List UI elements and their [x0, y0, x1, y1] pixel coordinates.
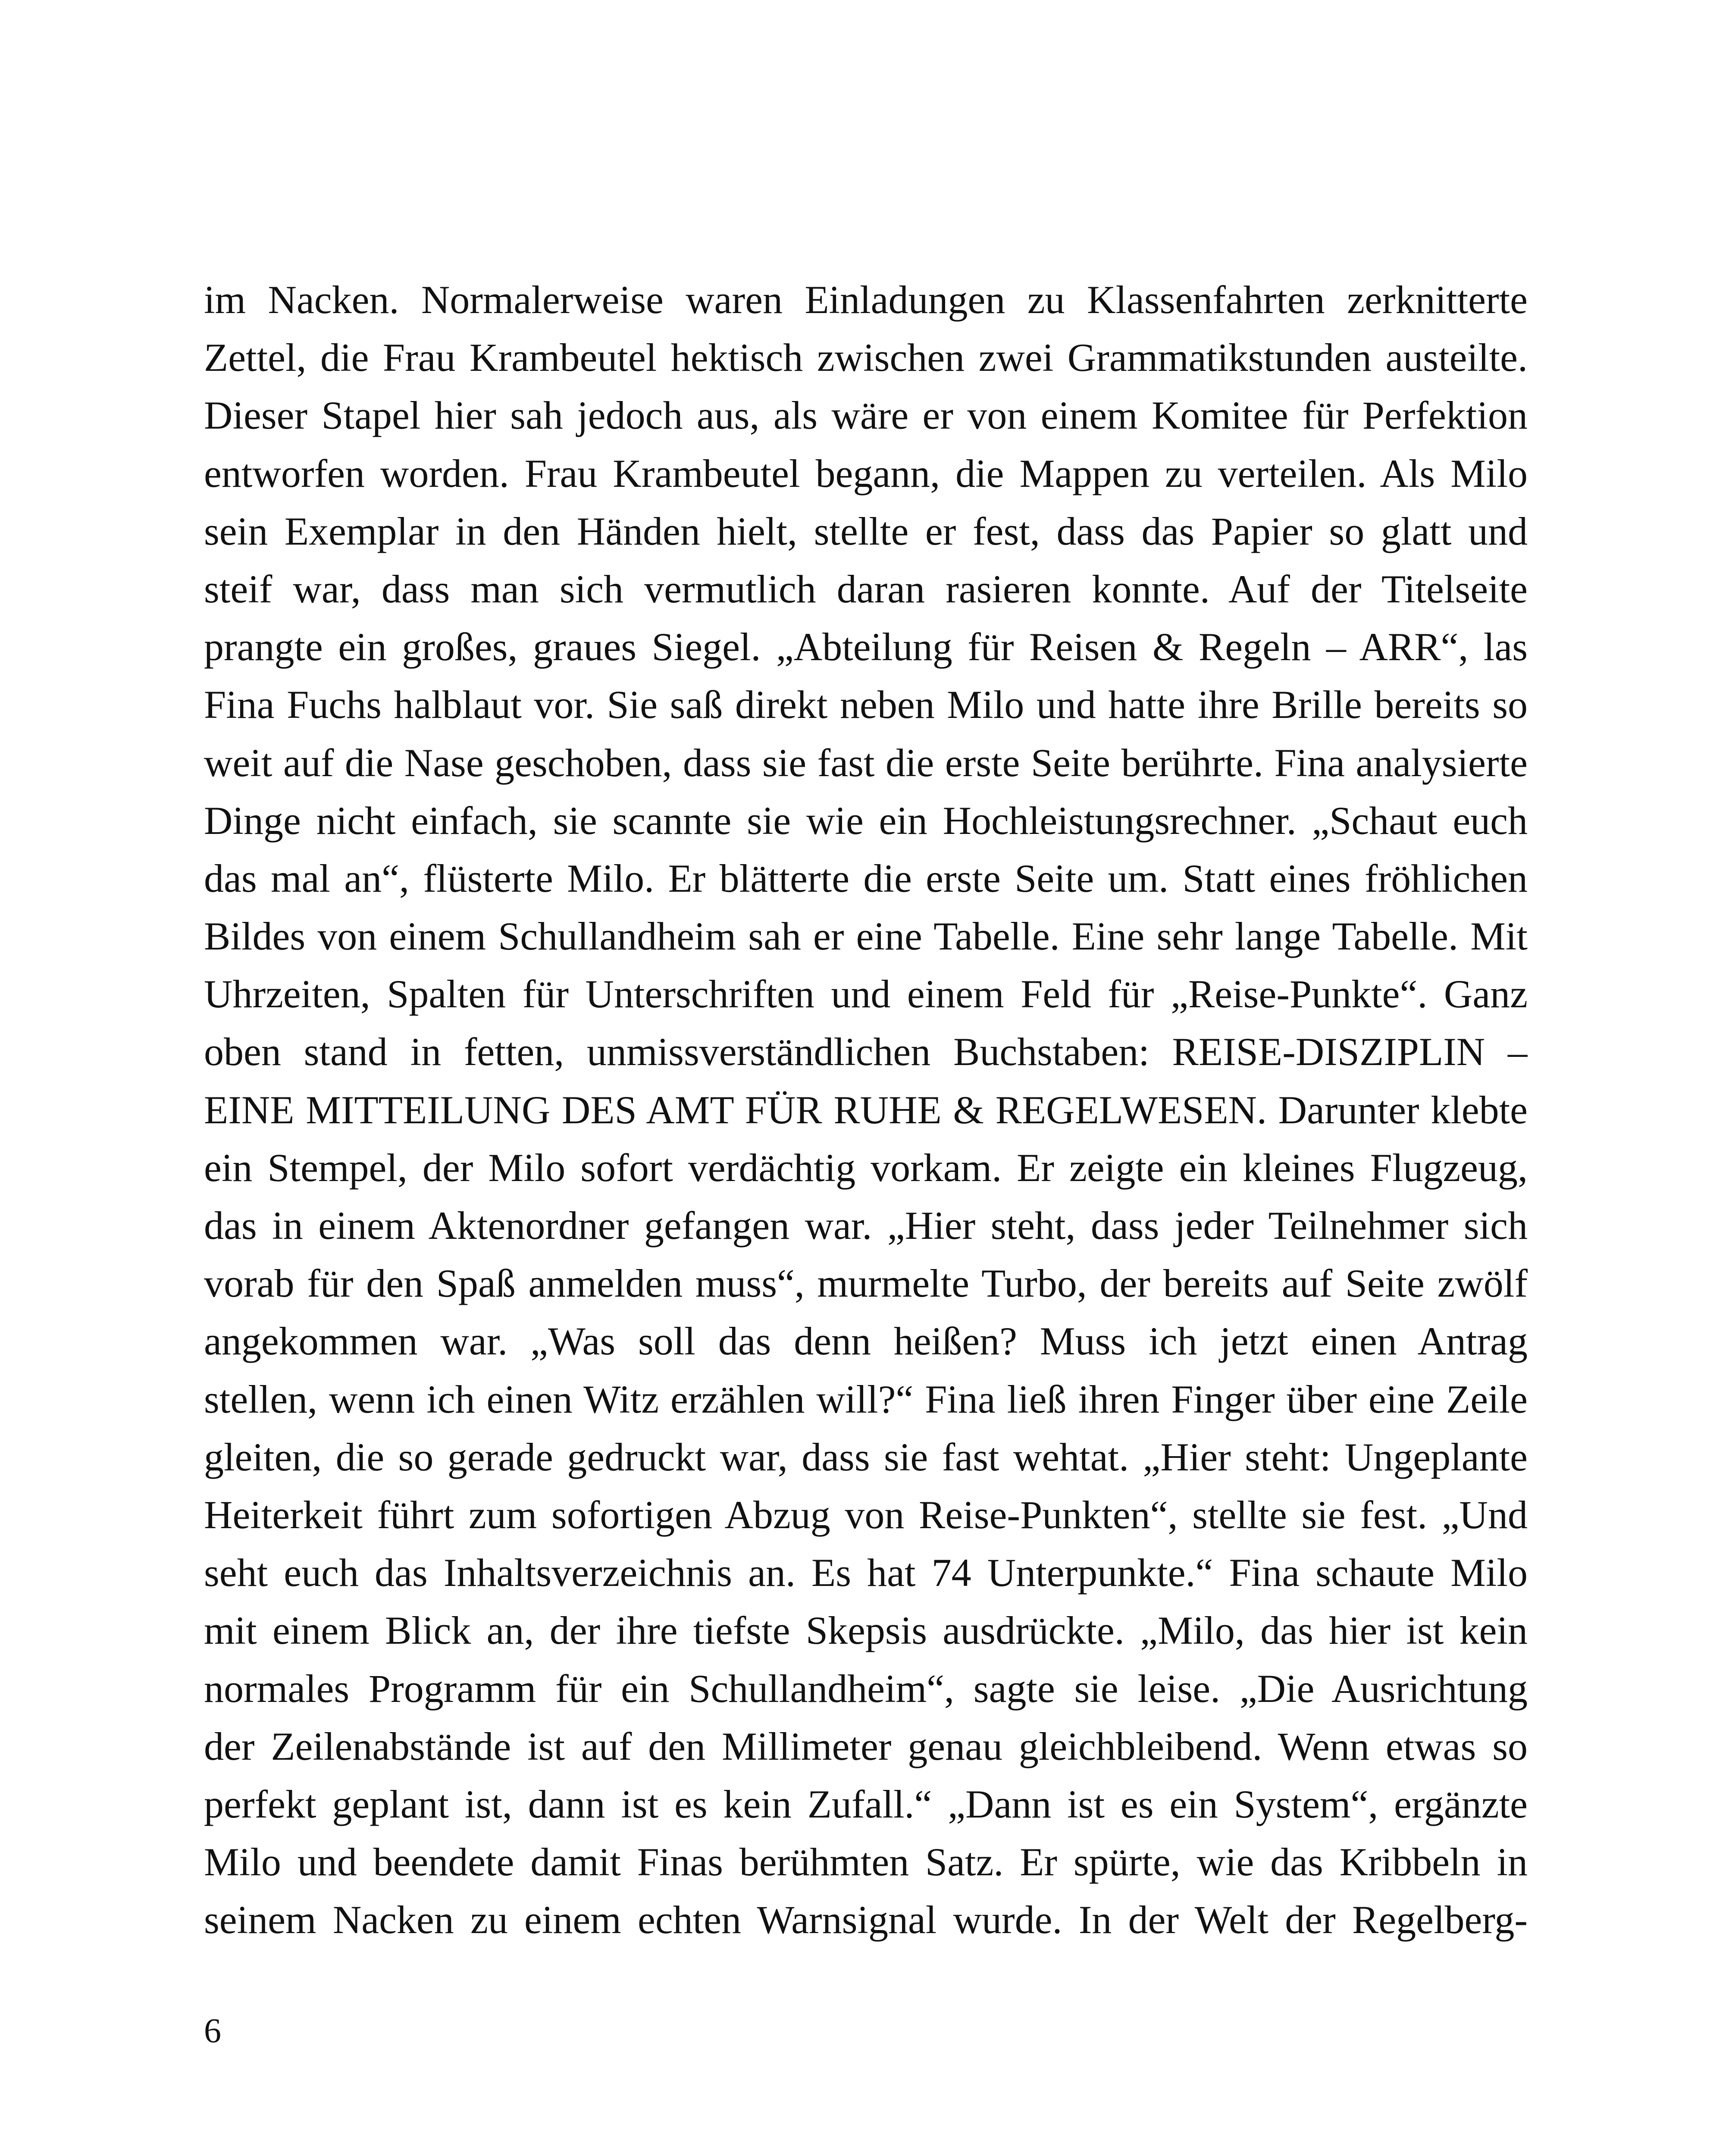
text-line: vorab für den Spaß anmelden muss“, murmelte Turbo, der bereits auf Seite zwölf — [204, 1261, 1528, 1306]
text-line: Bildes von einem Schullandheim sah er eine Tabelle. Eine sehr lange Tabelle. Mit — [204, 914, 1528, 959]
text-line: steif war, dass man sich vermutlich daran rasieren konnte. Auf der Titelseite — [204, 567, 1528, 611]
text-line: das mal an“, flüsterte Milo. Er blätterte die erste Seite um. Statt eines fröhlichen — [204, 856, 1528, 900]
text-line: Milo und beendete damit Finas berühmten Satz. Er spürte, wie das Kribbeln in — [204, 1840, 1528, 1884]
text-line: Zettel, die Frau Krambeutel hektisch zwischen zwei Grammatikstunden austeilte. — [204, 335, 1528, 380]
text-line: oben stand in fetten, unmissverständlichen Buchstaben: REISE-DISZIPLIN – — [204, 1030, 1528, 1074]
text-line: gleiten, die so gerade gedruckt war, dass sie fast wehtat. „Hier steht: Ungeplante — [204, 1435, 1528, 1479]
text-line: weit auf die Nase geschoben, dass sie fast die erste Seite berührte. Fina analysierte — [204, 740, 1528, 785]
text-line: angekommen war. „Was soll das denn heißen? Muss ich jetzt einen Antrag — [204, 1319, 1528, 1363]
text-line: seinem Nacken zu einem echten Warnsignal wurde. In der Welt der Regelberg- — [204, 1898, 1528, 1942]
text-line: im Nacken. Normalerweise waren Einladungen zu Klassenfahrten zerknitterte — [204, 278, 1528, 322]
text-line: sein Exemplar in den Händen hielt, stellte er fest, dass das Papier so glatt und — [204, 509, 1528, 553]
text-line: Dinge nicht einfach, sie scannte sie wie ein Hochleistungsrechner. „Schaut euch — [204, 798, 1528, 843]
text-line: ein Stempel, der Milo sofort verdächtig vorkam. Er zeigte ein kleines Flugzeug, — [204, 1145, 1528, 1190]
text-line: prangte ein großes, graues Siegel. „Abteilung für Reisen & Regeln – ARR“, las — [204, 625, 1528, 669]
text-line: der Zeilenabstände ist auf den Millimeter genau gleichbleibend. Wenn etwas so — [204, 1724, 1528, 1768]
text-line: Dieser Stapel hier sah jedoch aus, als wäre er von einem Komitee für Perfektion — [204, 393, 1528, 438]
text-line: Heiterkeit führt zum sofortigen Abzug von Reise-Punkten“, stellte sie fest. „Und — [204, 1492, 1528, 1537]
text-line: mit einem Blick an, der ihre tiefste Skepsis ausdrückte. „Milo, das hier ist kein — [204, 1608, 1528, 1653]
text-line: entworfen worden. Frau Krambeutel begann, die Mappen zu verteilen. Als Milo — [204, 451, 1528, 495]
body-text — [204, 271, 1528, 1949]
text-line: perfekt geplant ist, dann ist es kein Zufall.“ „Dann ist es ein System“, ergänzte — [204, 1782, 1528, 1826]
page-number: 6 — [204, 2012, 221, 2050]
text-line: normales Programm für ein Schullandheim“, sagte sie leise. „Die Ausrichtung — [204, 1666, 1528, 1711]
text-line: stellen, wenn ich einen Witz erzählen will?“ Fina ließ ihren Finger über eine Zeile — [204, 1377, 1528, 1421]
text-line: Fina Fuchs halblaut vor. Sie saß direkt neben Milo und hatte ihre Brille bereits so — [204, 683, 1528, 727]
text-line: seht euch das Inhaltsverzeichnis an. Es hat 74 Unterpunkte.“ Fina schaute Milo — [204, 1551, 1528, 1595]
text-line: das in einem Aktenordner gefangen war. „Hier steht, dass jeder Teilnehmer sich — [204, 1203, 1528, 1247]
text-line: EINE MITTEILUNG DES AMT FÜR RUHE & REGELWESEN. Darunter klebte — [204, 1087, 1528, 1132]
text-line: Uhrzeiten, Spalten für Unterschriften und einem Feld für „Reise-Punkte“. Ganz — [204, 972, 1528, 1016]
